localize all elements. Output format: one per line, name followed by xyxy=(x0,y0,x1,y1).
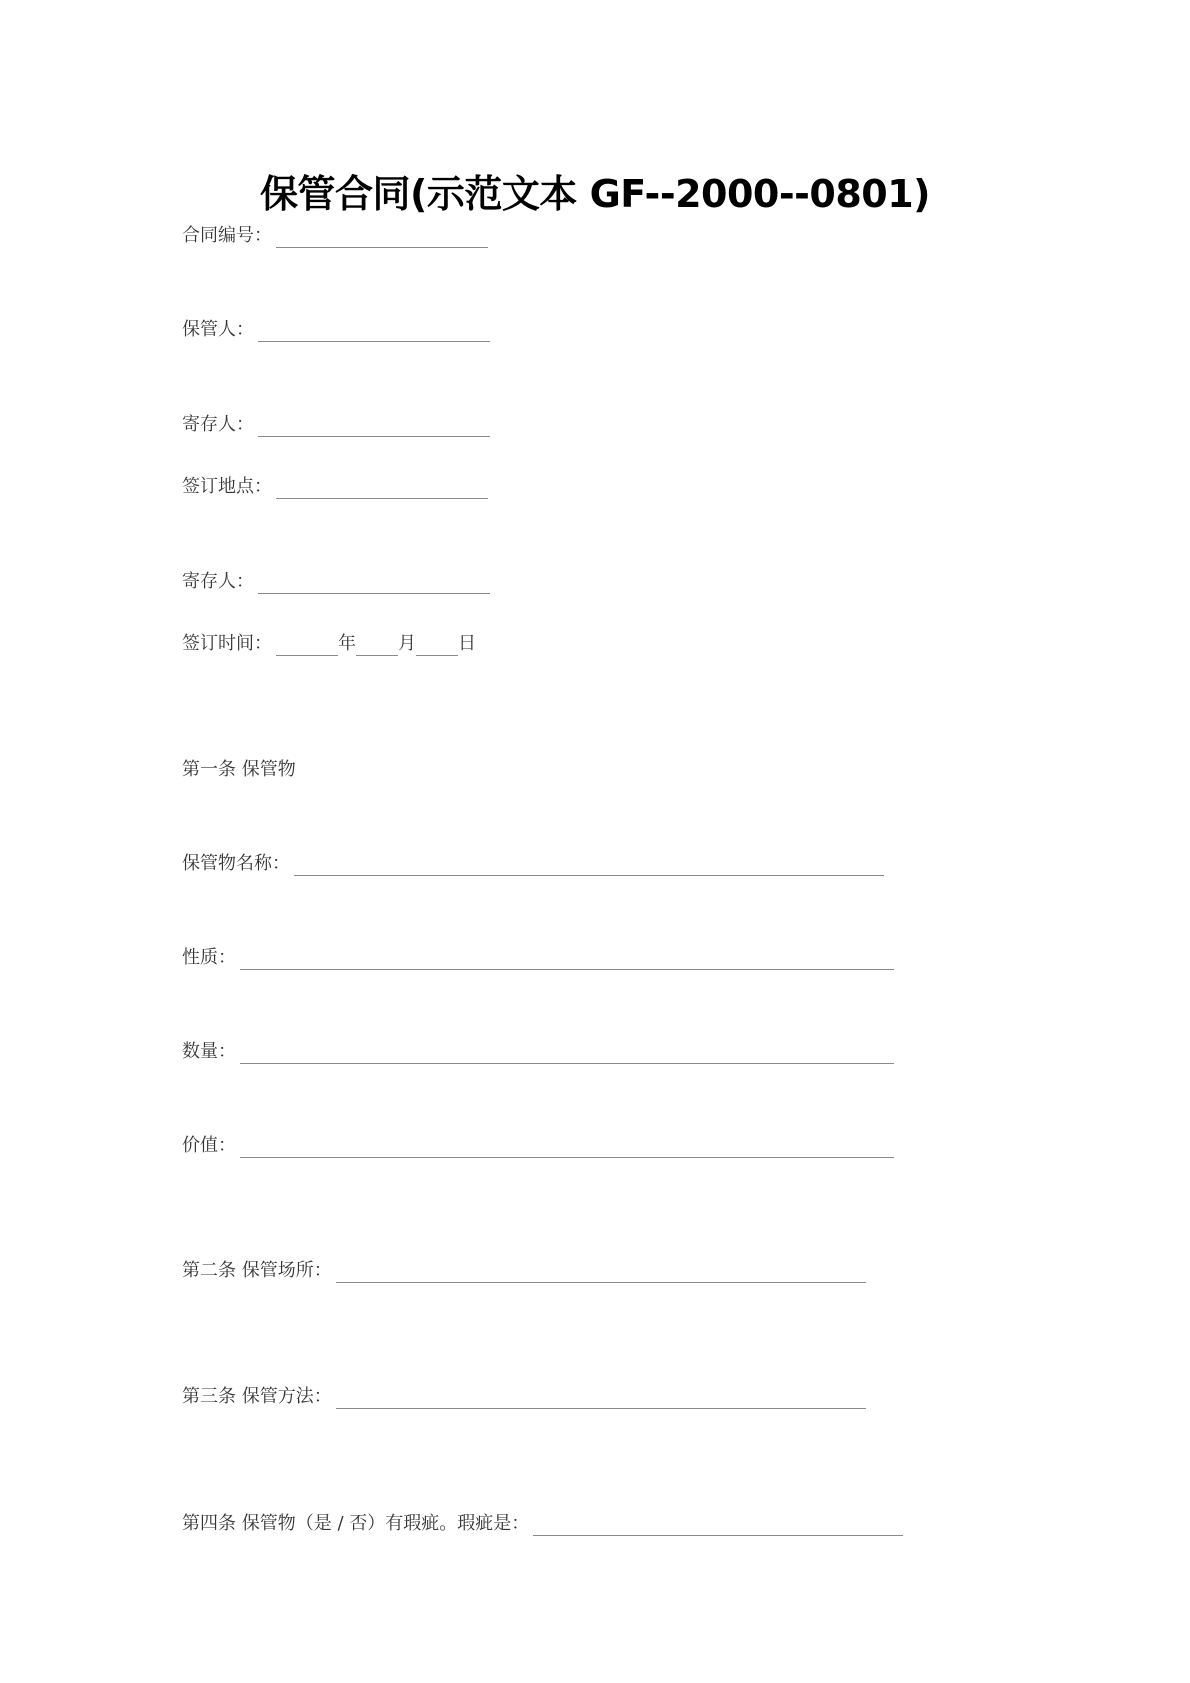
field-label: 合同编号： xyxy=(182,225,272,246)
item-name-input[interactable] xyxy=(294,857,884,876)
day-input[interactable] xyxy=(416,637,458,656)
depositor-input[interactable] xyxy=(258,418,490,437)
custodian-field xyxy=(182,318,490,342)
signing-place-input[interactable] xyxy=(276,480,488,499)
signing-place-field xyxy=(182,475,488,499)
item-quantity-field xyxy=(182,1040,894,1064)
depositor-input-2[interactable] xyxy=(258,575,490,594)
field-label: 签订时间： xyxy=(182,633,272,654)
month-label: 月 xyxy=(398,633,416,654)
item-name-field xyxy=(182,852,884,876)
contract-number-field xyxy=(182,224,488,248)
depositor-field xyxy=(182,413,490,437)
signing-date-field xyxy=(182,632,476,656)
page-title: 保管合同(示范文本 GF--2000--0801) xyxy=(259,172,931,216)
item-value-input[interactable] xyxy=(240,1139,894,1158)
field-label: 签订地点： xyxy=(182,476,272,497)
storage-method-input[interactable] xyxy=(336,1390,866,1409)
field-label: 第三条 保管方法： xyxy=(182,1386,332,1407)
section-heading: 第一条 保管物 xyxy=(182,759,296,780)
article-2-field xyxy=(182,1259,866,1283)
year-label: 年 xyxy=(338,633,356,654)
field-label: 第四条 保管物（是 / 否）有瑕疵。瑕疵是： xyxy=(182,1513,530,1534)
field-label: 价值： xyxy=(182,1135,236,1156)
item-nature-input[interactable] xyxy=(240,951,894,970)
depositor-field-2 xyxy=(182,570,490,594)
article-4-field xyxy=(182,1512,903,1536)
field-label: 性质： xyxy=(182,947,236,968)
defect-input[interactable] xyxy=(533,1517,903,1536)
field-label: 保管人： xyxy=(182,319,254,340)
article-1-heading xyxy=(182,758,296,782)
contract-number-input[interactable] xyxy=(276,229,488,248)
item-quantity-input[interactable] xyxy=(240,1045,894,1064)
field-label: 数量： xyxy=(182,1041,236,1062)
custodian-input[interactable] xyxy=(258,323,490,342)
day-label: 日 xyxy=(458,633,476,654)
field-label: 寄存人： xyxy=(182,571,254,592)
field-label: 第二条 保管场所： xyxy=(182,1260,332,1281)
storage-place-input[interactable] xyxy=(336,1264,866,1283)
item-value-field xyxy=(182,1134,894,1158)
month-input[interactable] xyxy=(356,637,398,656)
field-label: 保管物名称： xyxy=(182,853,290,874)
year-input[interactable] xyxy=(276,637,338,656)
item-nature-field xyxy=(182,946,894,970)
article-3-field xyxy=(182,1385,866,1409)
field-label: 寄存人： xyxy=(182,414,254,435)
